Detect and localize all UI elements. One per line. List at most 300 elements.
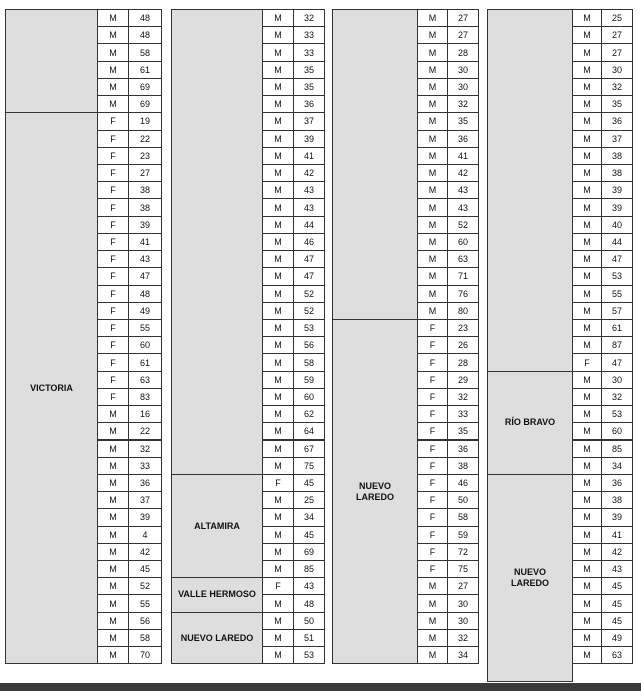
age-cell: 32 <box>447 629 479 647</box>
sex-cell: M <box>417 646 448 664</box>
municipality-cell: RÍO BRAVO <box>487 371 573 475</box>
age-cell: 50 <box>293 612 325 630</box>
sex-cell: M <box>417 147 448 165</box>
age-cell: 44 <box>293 216 325 234</box>
age-cell: 23 <box>447 319 479 337</box>
sex-cell: M <box>572 164 602 182</box>
sex-cell: M <box>262 112 294 130</box>
sex-cell: M <box>262 371 294 389</box>
sex-cell: F <box>417 543 448 561</box>
sex-cell: M <box>262 457 294 475</box>
sex-cell: M <box>97 457 129 475</box>
age-cell: 27 <box>447 26 479 44</box>
age-cell: 69 <box>128 95 162 113</box>
sex-cell: M <box>97 491 129 509</box>
age-cell: 76 <box>447 285 479 303</box>
age-cell: 38 <box>128 181 162 199</box>
age-cell: 34 <box>293 508 325 526</box>
sex-cell: M <box>262 508 294 526</box>
age-cell: 27 <box>128 164 162 182</box>
sex-cell: F <box>97 371 129 389</box>
age-cell: 45 <box>128 560 162 578</box>
sex-cell: F <box>97 216 129 234</box>
age-cell: 37 <box>601 130 633 148</box>
municipality-cell: NUEVO LAREDO <box>171 612 263 665</box>
age-cell: 30 <box>601 61 633 79</box>
sex-cell: M <box>417 577 448 595</box>
age-cell: 60 <box>128 336 162 354</box>
sex-cell: F <box>97 164 129 182</box>
sex-cell: M <box>97 43 129 61</box>
sex-cell: M <box>262 388 294 406</box>
age-cell: 47 <box>601 250 633 268</box>
age-cell: 44 <box>601 233 633 251</box>
age-cell: 36 <box>128 474 162 492</box>
age-cell: 69 <box>293 543 325 561</box>
sex-cell: M <box>572 457 602 475</box>
age-cell: 16 <box>128 405 162 423</box>
age-cell: 36 <box>601 474 633 492</box>
age-cell: 41 <box>601 526 633 544</box>
sex-cell: M <box>572 405 602 423</box>
sex-cell: M <box>97 594 129 612</box>
age-cell: 53 <box>293 319 325 337</box>
sex-cell: F <box>417 560 448 578</box>
age-cell: 41 <box>128 233 162 251</box>
age-cell: 85 <box>293 560 325 578</box>
sex-cell: M <box>97 405 129 423</box>
sex-cell: M <box>97 78 129 96</box>
age-cell: 67 <box>293 440 325 458</box>
sex-cell: M <box>572 250 602 268</box>
sex-cell: F <box>417 526 448 544</box>
sex-cell: F <box>417 371 448 389</box>
age-cell: 43 <box>601 560 633 578</box>
sex-cell: F <box>97 130 129 148</box>
sex-cell: M <box>572 629 602 647</box>
age-cell: 42 <box>601 543 633 561</box>
age-cell: 38 <box>601 491 633 509</box>
age-cell: 35 <box>293 78 325 96</box>
sex-cell: M <box>417 302 448 320</box>
age-cell: 56 <box>293 336 325 354</box>
age-cell: 51 <box>293 629 325 647</box>
age-cell: 36 <box>293 95 325 113</box>
sex-cell: M <box>262 147 294 165</box>
sex-cell: M <box>262 543 294 561</box>
age-cell: 57 <box>601 302 633 320</box>
sex-cell: M <box>262 216 294 234</box>
sex-cell: M <box>572 526 602 544</box>
age-cell: 62 <box>293 405 325 423</box>
sex-cell: M <box>572 198 602 216</box>
sex-cell: M <box>262 26 294 44</box>
age-cell: 41 <box>293 147 325 165</box>
age-cell: 53 <box>601 405 633 423</box>
sex-cell: M <box>417 43 448 61</box>
age-cell: 45 <box>601 577 633 595</box>
age-cell: 32 <box>128 440 162 458</box>
age-cell: 39 <box>601 181 633 199</box>
sex-cell: M <box>97 440 129 458</box>
sex-cell: M <box>417 181 448 199</box>
age-cell: 61 <box>128 61 162 79</box>
age-cell: 19 <box>128 112 162 130</box>
age-cell: 22 <box>128 130 162 148</box>
age-cell: 64 <box>293 422 325 440</box>
age-cell: 40 <box>601 216 633 234</box>
sex-cell: M <box>262 612 294 630</box>
sex-cell: M <box>572 78 602 96</box>
age-cell: 52 <box>447 216 479 234</box>
sex-cell: F <box>97 388 129 406</box>
age-cell: 60 <box>447 233 479 251</box>
age-cell: 50 <box>447 491 479 509</box>
sex-cell: M <box>262 353 294 371</box>
sex-cell: M <box>572 422 602 440</box>
age-cell: 80 <box>447 302 479 320</box>
age-cell: 30 <box>447 78 479 96</box>
bottom-bar <box>0 683 641 691</box>
age-cell: 83 <box>128 388 162 406</box>
municipality-cell: ALTAMIRA <box>171 474 263 578</box>
sex-cell: M <box>262 405 294 423</box>
age-cell: 25 <box>601 9 633 27</box>
age-cell: 32 <box>447 388 479 406</box>
age-cell: 35 <box>447 422 479 440</box>
age-cell: 42 <box>128 543 162 561</box>
age-cell: 35 <box>447 112 479 130</box>
sex-cell: M <box>417 594 448 612</box>
sex-cell: M <box>97 61 129 79</box>
sex-cell: F <box>417 422 448 440</box>
sex-cell: F <box>97 353 129 371</box>
age-cell: 27 <box>447 577 479 595</box>
age-cell: 27 <box>601 43 633 61</box>
sex-cell: F <box>417 474 448 492</box>
sex-cell: M <box>417 285 448 303</box>
sex-cell: F <box>417 388 448 406</box>
sex-cell: M <box>97 646 129 664</box>
sex-cell: F <box>417 440 448 458</box>
sex-cell: M <box>262 164 294 182</box>
sex-cell: M <box>262 9 294 27</box>
sex-cell: F <box>97 147 129 165</box>
sex-cell: M <box>262 491 294 509</box>
sex-cell: M <box>262 336 294 354</box>
age-cell: 53 <box>293 646 325 664</box>
sex-cell: M <box>262 198 294 216</box>
age-cell: 58 <box>128 629 162 647</box>
sex-cell: M <box>262 560 294 578</box>
age-cell: 61 <box>601 319 633 337</box>
sex-cell: M <box>97 474 129 492</box>
sex-cell: M <box>572 9 602 27</box>
sex-cell: M <box>417 95 448 113</box>
sex-cell: F <box>417 336 448 354</box>
age-cell: 75 <box>447 560 479 578</box>
age-cell: 52 <box>293 302 325 320</box>
age-cell: 63 <box>128 371 162 389</box>
sex-cell: M <box>262 646 294 664</box>
sex-cell: M <box>262 285 294 303</box>
sex-cell: F <box>97 112 129 130</box>
sex-cell: M <box>417 216 448 234</box>
age-cell: 70 <box>128 646 162 664</box>
age-cell: 63 <box>601 646 633 664</box>
sex-cell: M <box>262 594 294 612</box>
age-cell: 36 <box>601 112 633 130</box>
sex-cell: F <box>97 198 129 216</box>
age-cell: 4 <box>128 526 162 544</box>
age-cell: 32 <box>293 9 325 27</box>
age-cell: 45 <box>601 612 633 630</box>
age-cell: 49 <box>128 302 162 320</box>
sex-cell: M <box>262 319 294 337</box>
age-cell: 47 <box>601 353 633 371</box>
age-cell: 28 <box>447 353 479 371</box>
age-cell: 75 <box>293 457 325 475</box>
age-cell: 34 <box>601 457 633 475</box>
sex-cell: M <box>572 560 602 578</box>
age-cell: 33 <box>293 43 325 61</box>
age-cell: 37 <box>293 112 325 130</box>
age-cell: 38 <box>447 457 479 475</box>
age-cell: 32 <box>447 95 479 113</box>
sex-cell: M <box>572 147 602 165</box>
age-cell: 58 <box>293 353 325 371</box>
age-cell: 43 <box>293 181 325 199</box>
age-cell: 37 <box>128 491 162 509</box>
age-cell: 48 <box>128 9 162 27</box>
age-cell: 48 <box>293 594 325 612</box>
age-cell: 46 <box>293 233 325 251</box>
age-cell: 60 <box>601 422 633 440</box>
sex-cell: M <box>572 216 602 234</box>
sex-cell: M <box>417 198 448 216</box>
age-cell: 36 <box>447 130 479 148</box>
sex-cell: F <box>417 319 448 337</box>
municipality-cell <box>487 9 573 372</box>
municipality-cell: NUEVO LAREDO <box>487 474 573 682</box>
sex-cell: M <box>262 181 294 199</box>
age-cell: 43 <box>293 198 325 216</box>
age-cell: 85 <box>601 440 633 458</box>
sex-cell: M <box>572 112 602 130</box>
age-cell: 39 <box>601 508 633 526</box>
age-cell: 28 <box>447 43 479 61</box>
sex-cell: M <box>572 440 602 458</box>
age-cell: 39 <box>293 130 325 148</box>
sex-cell: M <box>417 267 448 285</box>
sex-cell: F <box>417 508 448 526</box>
sex-cell: M <box>262 95 294 113</box>
sex-cell: M <box>572 95 602 113</box>
age-cell: 63 <box>447 250 479 268</box>
sex-cell: M <box>97 629 129 647</box>
age-cell: 56 <box>128 612 162 630</box>
age-cell: 43 <box>447 198 479 216</box>
age-cell: 69 <box>128 78 162 96</box>
age-cell: 58 <box>447 508 479 526</box>
municipality-cell: NUEVO LAREDO <box>332 319 418 664</box>
sex-cell: M <box>97 26 129 44</box>
sex-cell: M <box>417 164 448 182</box>
sex-cell: M <box>572 43 602 61</box>
age-cell: 42 <box>447 164 479 182</box>
age-cell: 72 <box>447 543 479 561</box>
sex-cell: F <box>97 285 129 303</box>
sex-cell: M <box>417 78 448 96</box>
sex-cell: M <box>572 594 602 612</box>
sex-cell: M <box>262 440 294 458</box>
sex-cell: M <box>417 112 448 130</box>
age-cell: 48 <box>128 26 162 44</box>
age-cell: 55 <box>128 319 162 337</box>
sex-cell: M <box>262 422 294 440</box>
age-cell: 46 <box>447 474 479 492</box>
sex-cell: M <box>572 181 602 199</box>
municipality-cell <box>5 9 98 113</box>
sex-cell: M <box>572 491 602 509</box>
sex-cell: M <box>572 646 602 664</box>
sex-cell: M <box>417 130 448 148</box>
age-cell: 48 <box>128 285 162 303</box>
age-cell: 36 <box>447 440 479 458</box>
sex-cell: M <box>572 388 602 406</box>
age-cell: 61 <box>128 353 162 371</box>
sex-cell: F <box>262 577 294 595</box>
age-cell: 38 <box>128 198 162 216</box>
sex-cell: M <box>572 319 602 337</box>
sex-cell: F <box>417 457 448 475</box>
sex-cell: M <box>417 61 448 79</box>
age-cell: 34 <box>447 646 479 664</box>
sex-cell: M <box>417 9 448 27</box>
age-cell: 33 <box>293 26 325 44</box>
sex-cell: M <box>97 9 129 27</box>
sex-cell: M <box>97 543 129 561</box>
municipality-cell <box>171 9 263 475</box>
sex-cell: F <box>97 302 129 320</box>
age-cell: 41 <box>447 147 479 165</box>
age-cell: 33 <box>128 457 162 475</box>
municipality-cell <box>332 9 418 320</box>
sex-cell: F <box>417 491 448 509</box>
age-cell: 30 <box>447 594 479 612</box>
age-cell: 52 <box>293 285 325 303</box>
age-cell: 71 <box>447 267 479 285</box>
age-cell: 32 <box>601 388 633 406</box>
age-cell: 38 <box>601 147 633 165</box>
sex-cell: M <box>417 26 448 44</box>
municipality-cell: VICTORIA <box>5 112 98 664</box>
age-cell: 87 <box>601 336 633 354</box>
age-cell: 55 <box>601 285 633 303</box>
age-cell: 39 <box>128 508 162 526</box>
sex-cell: M <box>262 302 294 320</box>
age-cell: 39 <box>601 198 633 216</box>
sex-cell: M <box>262 130 294 148</box>
sex-cell: M <box>417 629 448 647</box>
age-cell: 47 <box>128 267 162 285</box>
age-cell: 27 <box>447 9 479 27</box>
age-cell: 60 <box>293 388 325 406</box>
sex-cell: F <box>97 233 129 251</box>
age-cell: 49 <box>601 629 633 647</box>
age-cell: 29 <box>447 371 479 389</box>
sex-cell: M <box>97 577 129 595</box>
age-cell: 45 <box>601 594 633 612</box>
sex-cell: M <box>262 233 294 251</box>
sex-cell: F <box>97 267 129 285</box>
age-cell: 47 <box>293 267 325 285</box>
sex-cell: M <box>262 267 294 285</box>
sex-cell: M <box>572 336 602 354</box>
sex-cell: F <box>417 353 448 371</box>
age-cell: 32 <box>601 78 633 96</box>
age-cell: 23 <box>128 147 162 165</box>
sex-cell: M <box>572 371 602 389</box>
age-cell: 38 <box>601 164 633 182</box>
age-cell: 35 <box>601 95 633 113</box>
sex-cell: M <box>572 508 602 526</box>
age-cell: 26 <box>447 336 479 354</box>
sex-cell: M <box>572 577 602 595</box>
sex-cell: M <box>572 130 602 148</box>
age-cell: 22 <box>128 422 162 440</box>
age-cell: 30 <box>447 61 479 79</box>
sex-cell: M <box>417 233 448 251</box>
sex-cell: M <box>572 285 602 303</box>
sex-cell: M <box>262 526 294 544</box>
sex-cell: M <box>262 629 294 647</box>
age-cell: 27 <box>601 26 633 44</box>
sex-cell: M <box>417 612 448 630</box>
sex-cell: M <box>97 560 129 578</box>
municipality-cell: VALLE HERMOSO <box>171 577 263 612</box>
sex-cell: F <box>417 405 448 423</box>
sex-cell: M <box>97 508 129 526</box>
sex-cell: M <box>262 250 294 268</box>
sex-cell: M <box>572 543 602 561</box>
sex-cell: M <box>262 78 294 96</box>
sex-cell: M <box>97 612 129 630</box>
sex-cell: M <box>262 43 294 61</box>
age-cell: 59 <box>293 371 325 389</box>
sex-cell: F <box>97 336 129 354</box>
sex-cell: F <box>97 319 129 337</box>
sex-cell: M <box>572 612 602 630</box>
age-cell: 25 <box>293 491 325 509</box>
sex-cell: M <box>417 250 448 268</box>
sex-cell: F <box>572 353 602 371</box>
age-cell: 42 <box>293 164 325 182</box>
sex-cell: F <box>97 250 129 268</box>
sex-cell: M <box>572 267 602 285</box>
age-cell: 35 <box>293 61 325 79</box>
age-cell: 39 <box>128 216 162 234</box>
sex-cell: M <box>262 61 294 79</box>
sex-cell: F <box>97 181 129 199</box>
sex-cell: M <box>97 526 129 544</box>
sex-cell: M <box>572 61 602 79</box>
sex-cell: M <box>572 26 602 44</box>
sex-cell: M <box>572 233 602 251</box>
sex-cell: M <box>97 95 129 113</box>
age-cell: 30 <box>601 371 633 389</box>
sex-cell: F <box>262 474 294 492</box>
